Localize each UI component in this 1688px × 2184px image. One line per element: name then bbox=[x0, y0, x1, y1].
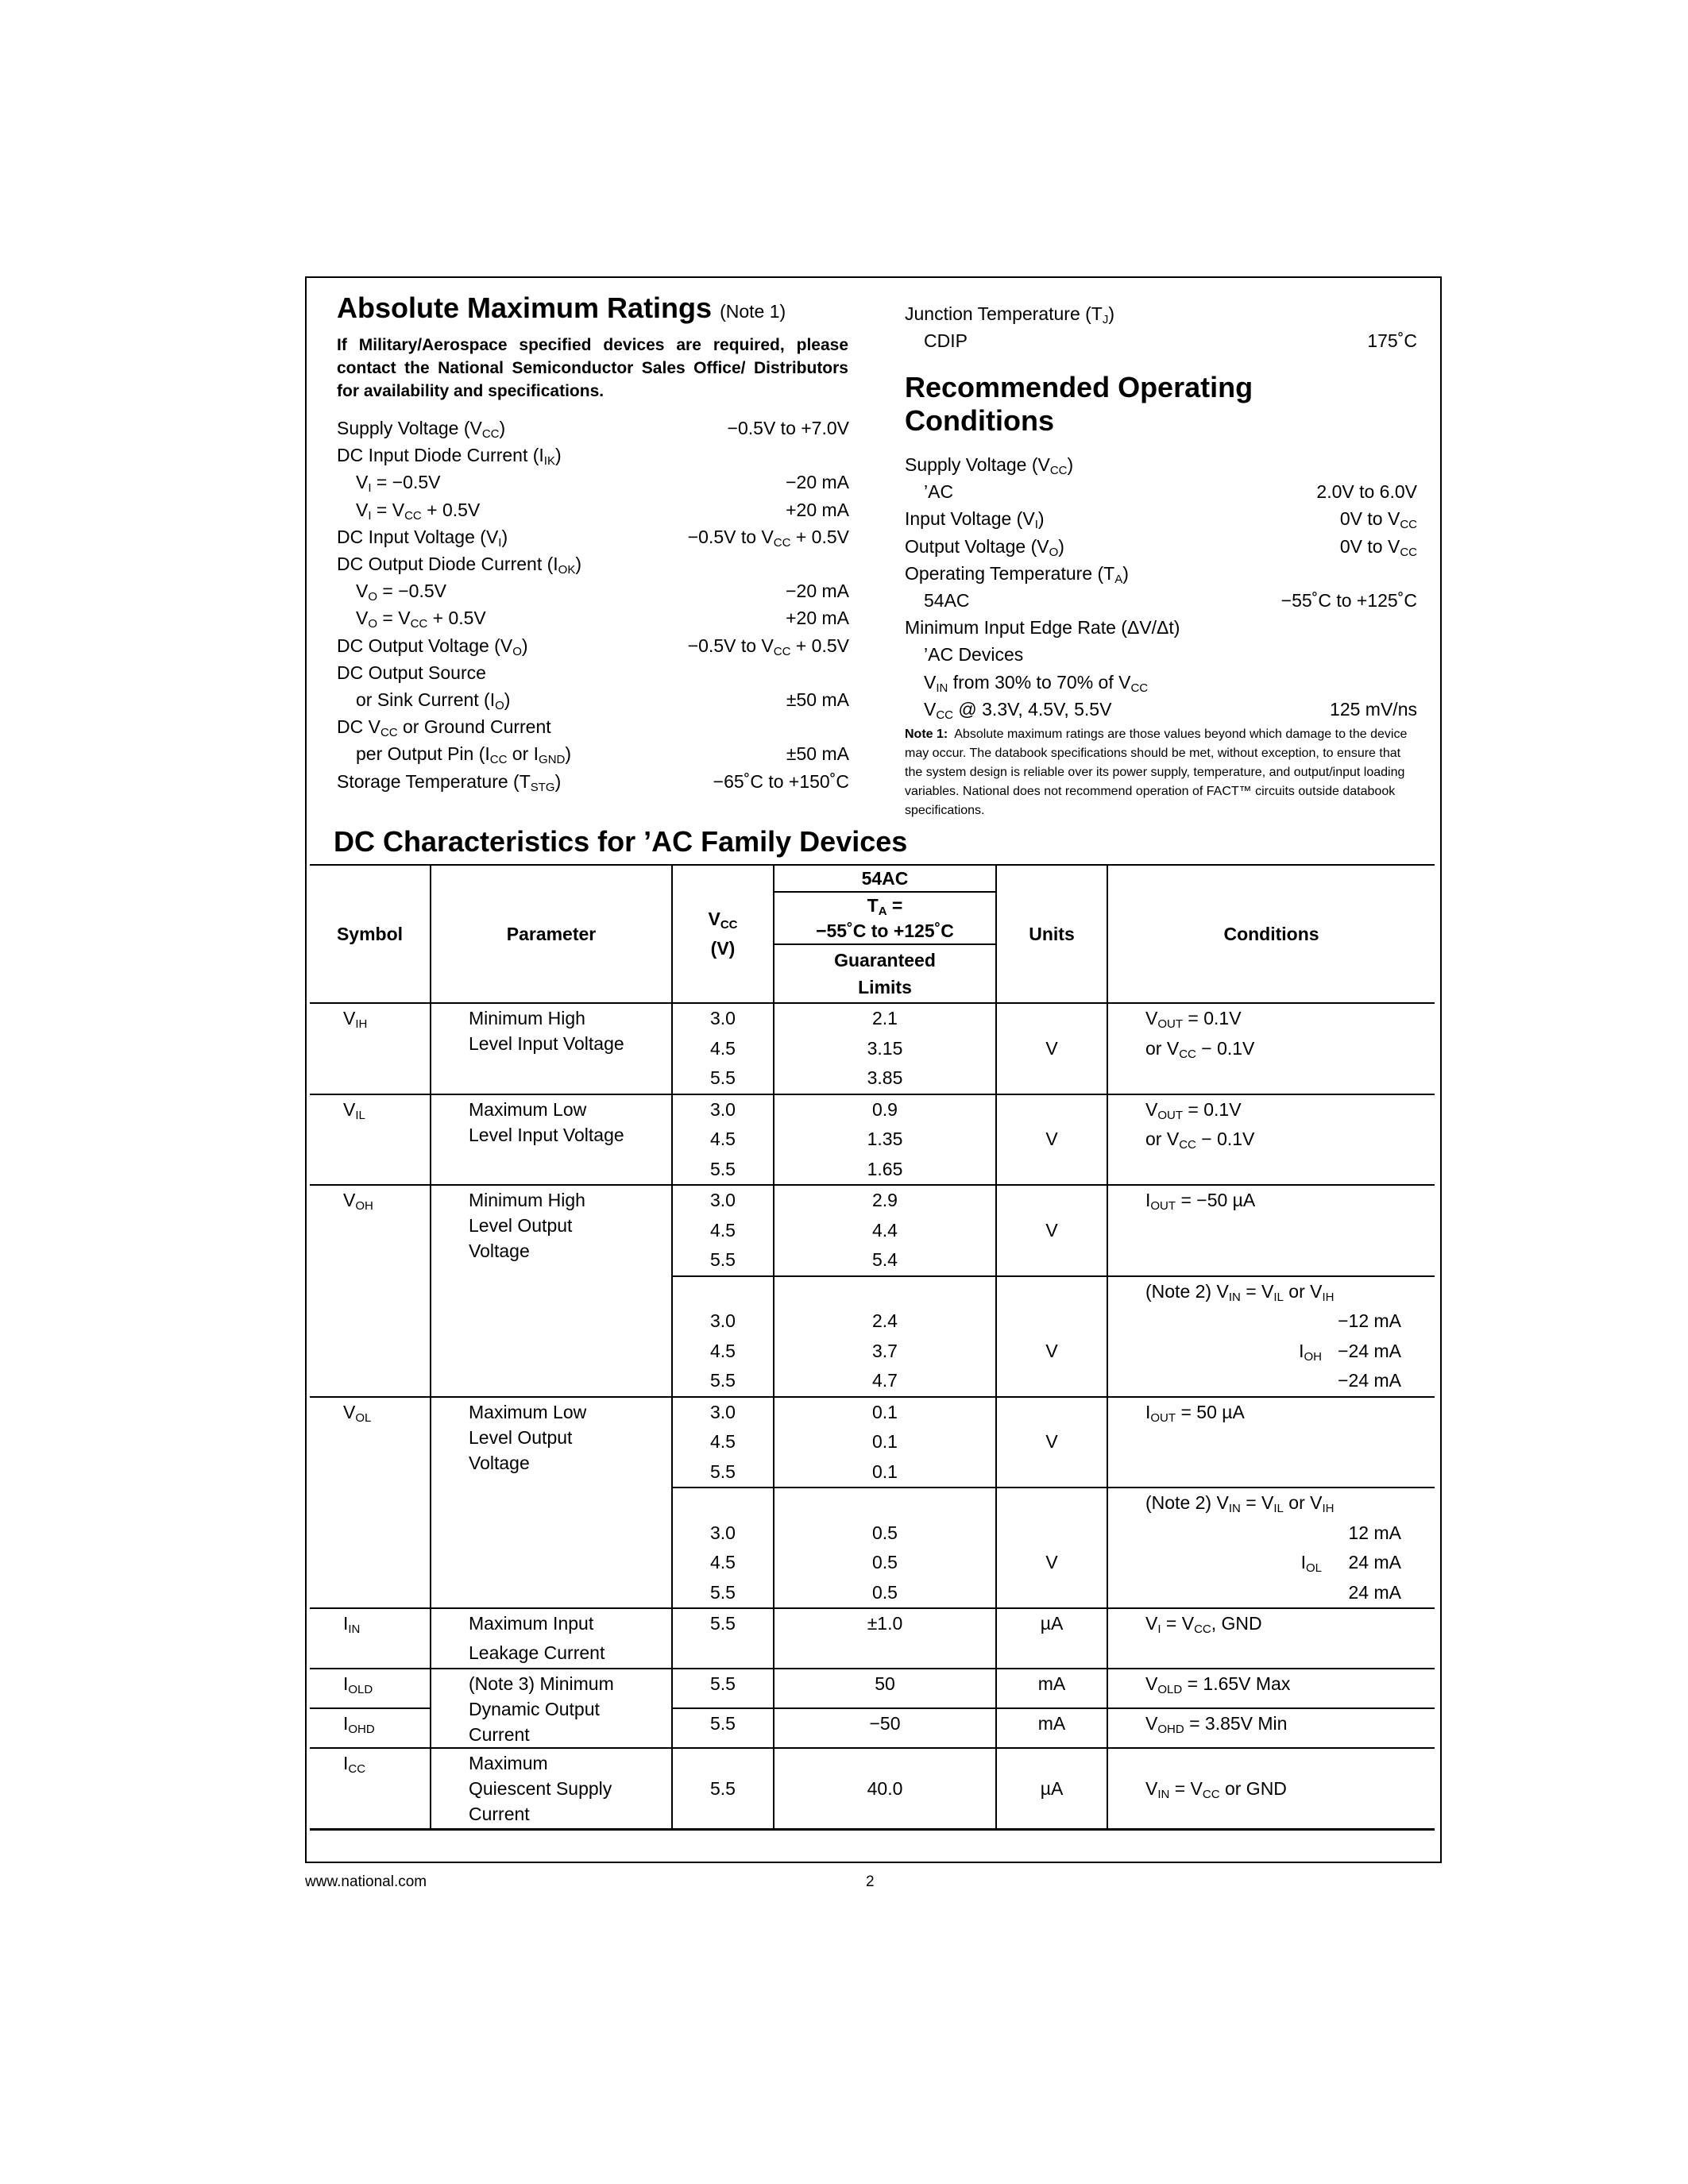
units-vol-b: V bbox=[996, 1488, 1107, 1608]
roc-label: $V_{IN}$ from 30% to 70% of $V_{CC}$ bbox=[924, 671, 1149, 695]
amr-label: DC Output Voltage $(V_O)$ bbox=[337, 635, 528, 658]
roc-label: 54AC bbox=[924, 590, 970, 611]
amr-value: −20 mA bbox=[786, 581, 849, 602]
limit-iold: 50 bbox=[774, 1669, 996, 1708]
roc-value: −55˚C to +125˚C bbox=[1280, 590, 1417, 611]
vcc-iold: 5.5 bbox=[672, 1669, 774, 1708]
vcc-iin: 5.5 bbox=[672, 1608, 774, 1669]
junction-row bbox=[905, 300, 1417, 327]
limit-vil: 0.9 1.35 1.65 bbox=[774, 1094, 996, 1186]
vcc-icc: 5.5 bbox=[672, 1748, 774, 1830]
limit-iin: ±1.0 bbox=[774, 1608, 996, 1669]
sym-vil: $V_{IL}$ bbox=[343, 1098, 365, 1122]
roc-row bbox=[905, 696, 1417, 723]
param-icc: Maximum Quiescent Supply Current bbox=[431, 1748, 672, 1830]
limit-vol-b: 0.5 0.5 0.5 bbox=[774, 1488, 996, 1608]
roc-value: 2.0V to 6.0V bbox=[1316, 481, 1417, 503]
amr-row bbox=[337, 604, 849, 631]
cond-vol-a: $I_{OUT} = 50$ µA bbox=[1107, 1397, 1435, 1488]
sym-iold: $I_{OLD}$ bbox=[343, 1673, 373, 1696]
units-iin: µA bbox=[996, 1608, 1107, 1669]
row-iold bbox=[310, 1669, 1435, 1708]
amr-row bbox=[337, 550, 849, 577]
amr-row bbox=[337, 442, 849, 469]
header-guaranteed-limits: Guaranteed Limits bbox=[774, 944, 996, 1003]
limit-vih: 2.1 3.15 3.85 bbox=[774, 1003, 996, 1094]
limit-voh-b: 2.4 3.7 4.7 bbox=[774, 1276, 996, 1397]
roc-row bbox=[905, 641, 1417, 668]
amr-value: −65˚C to +150˚C bbox=[713, 770, 849, 792]
header-vcc: $V_{CC}$ (V) bbox=[672, 865, 774, 1003]
roc-row bbox=[905, 614, 1417, 641]
dc-table bbox=[310, 864, 1435, 1831]
amr-row bbox=[337, 523, 849, 550]
row-icc bbox=[310, 1748, 1435, 1830]
units-vol-a: V bbox=[996, 1397, 1107, 1488]
amr-row bbox=[337, 659, 849, 686]
amr-label: or Sink Current $(I_O)$ bbox=[356, 689, 511, 712]
roc-row bbox=[905, 478, 1417, 505]
note-1 bbox=[905, 725, 1417, 820]
amr-row bbox=[337, 469, 849, 496]
limit-iohd: −50 bbox=[774, 1708, 996, 1748]
param-vil: Maximum Low Level Input Voltage bbox=[431, 1094, 672, 1186]
amr-warning: If Military/Aerospace specified devices are required, please contact the National Semiconductor Sales Office/ Distributors for availability and specifications. bbox=[337, 336, 848, 400]
amr-value: ±50 mA bbox=[786, 743, 849, 765]
cond-iold: $V_{OLD} = 1.65V$ Max bbox=[1107, 1669, 1435, 1708]
limit-voh-a: 2.9 4.4 5.4 bbox=[774, 1185, 996, 1276]
roc-label: ’AC bbox=[924, 481, 954, 503]
param-vol: Maximum Low Level Output Voltage bbox=[431, 1397, 672, 1609]
cond-vol-b: (Note 2) $V_{IN} = V_{IL}$ or $V_{IH}$ 12 mA $I_{OL}$ 24 mA 24 mA bbox=[1107, 1488, 1435, 1608]
amr-label: $V_O = -0.5V$ bbox=[356, 581, 446, 604]
sym-iin: $I_{IN}$ bbox=[343, 1613, 361, 1636]
roc-label: Output Voltage $(V_O)$ bbox=[905, 535, 1064, 559]
cond-voh-a: $I_{OUT} = -50$ µA bbox=[1107, 1185, 1435, 1276]
amr-row bbox=[337, 577, 849, 604]
row-iin bbox=[310, 1608, 1435, 1669]
amr-row bbox=[337, 496, 849, 523]
roc-value: 0V to $V_{CC}$ bbox=[1339, 535, 1417, 559]
cond-iin: $V_I = V_{CC}$, GND bbox=[1107, 1608, 1435, 1669]
note-1-text: Absolute maximum ratings are those values beyond which damage to the device may occur. The databook specifications should be met, without exception, to ensure that the system design is reliable over its power supply, temperature, and output/input loading variables. National does not recommend operation of FACT™ circuits outside databook specifications. bbox=[905, 727, 1408, 817]
roc-value: 125 mV/ns bbox=[1330, 698, 1417, 720]
units-voh-b: V bbox=[996, 1276, 1107, 1397]
vcc-iohd: 5.5 bbox=[672, 1708, 774, 1748]
amr-label: $V_I = -0.5V$ bbox=[356, 472, 441, 496]
roc-label: Input Voltage $(V_I)$ bbox=[905, 508, 1045, 532]
amr-value: −20 mA bbox=[786, 472, 849, 493]
amr-row bbox=[337, 686, 849, 713]
junction-value: 175˚C bbox=[1367, 330, 1417, 351]
roc-row bbox=[905, 560, 1417, 587]
param-iin: Maximum Input Leakage Current bbox=[431, 1608, 672, 1669]
roc-label: ’AC Devices bbox=[924, 644, 1024, 666]
header-parameter: Parameter bbox=[431, 865, 672, 1003]
vcc-voh-a: 3.0 4.5 5.5 bbox=[672, 1185, 774, 1276]
header-family: 54AC bbox=[774, 865, 996, 892]
header-temp-range: −55˚C to +125˚C bbox=[774, 918, 996, 944]
sym-voh: $V_{OH}$ bbox=[343, 1190, 373, 1213]
amr-label: DC $V_{CC}$ or Ground Current bbox=[337, 716, 551, 740]
cond-iohd: $V_{OHD} = 3.85V$ Min bbox=[1107, 1708, 1435, 1748]
units-iold: mA bbox=[996, 1669, 1107, 1708]
amr-row bbox=[337, 768, 849, 795]
amr-value: −0.5V to +7.0V bbox=[727, 418, 849, 438]
amr-label: $V_O = V_{CC} + 0.5V$ bbox=[356, 608, 486, 631]
amr-value: −0.5V to $V_{CC} + 0.5V$ bbox=[687, 526, 849, 550]
param-vih: Minimum High Level Input Voltage bbox=[431, 1003, 672, 1094]
roc-row bbox=[905, 587, 1417, 614]
cond-vil: $V_{OUT} = 0.1V$ or $V_{CC} - 0.1V$ bbox=[1107, 1094, 1435, 1186]
sym-iohd: $I_{OHD}$ bbox=[343, 1713, 375, 1736]
header-conditions: Conditions bbox=[1107, 865, 1435, 1003]
sym-vih: $V_{IH}$ bbox=[343, 1008, 368, 1031]
vcc-vil: 3.0 4.5 5.5 bbox=[672, 1094, 774, 1186]
amr-label: $V_I = V_{CC} + 0.5V$ bbox=[356, 499, 481, 523]
row-vol-a bbox=[310, 1397, 1435, 1488]
units-vil: V bbox=[996, 1094, 1107, 1186]
amr-title: Absolute Maximum Ratings (Note 1) bbox=[337, 291, 786, 324]
amr-value: −0.5V to $V_{CC} + 0.5V$ bbox=[687, 635, 849, 658]
header-units: Units bbox=[996, 865, 1107, 1003]
roc-value: 0V to $V_{CC}$ bbox=[1339, 508, 1417, 532]
junction-label: Junction Temperature $(T_J)$ bbox=[905, 303, 1115, 326]
param-iold: (Note 3) Minimum Dynamic Output Current bbox=[431, 1669, 672, 1748]
param-voh: Minimum High Level Output Voltage bbox=[431, 1185, 672, 1397]
roc-row bbox=[905, 669, 1417, 696]
dc-title: DC Characteristics for ’AC Family Devices bbox=[334, 825, 908, 858]
amr-value: ±50 mA bbox=[786, 689, 849, 710]
cond-vih: $V_{OUT} = 0.1V$ or $V_{CC} - 0.1V$ bbox=[1107, 1003, 1435, 1094]
amr-row bbox=[337, 415, 849, 442]
junction-row bbox=[905, 327, 1417, 354]
header-ta: $T_A$ = bbox=[774, 892, 996, 918]
amr-label: Supply Voltage $(V_{CC})$ bbox=[337, 418, 506, 441]
amr-value: +20 mA bbox=[786, 499, 849, 520]
header-symbol: Symbol bbox=[336, 923, 404, 944]
units-iohd: mA bbox=[996, 1708, 1107, 1748]
sym-icc: $I_{CC}$ bbox=[343, 1753, 366, 1776]
vcc-vol-a: 3.0 4.5 5.5 bbox=[672, 1397, 774, 1488]
amr-label: per Output Pin ($I_{CC}$ or $I_{GND}$) bbox=[356, 743, 572, 767]
row-vih bbox=[310, 1003, 1435, 1094]
roc-label: $V_{CC}$ @ 3.3V, 4.5V, 5.5V bbox=[924, 698, 1112, 722]
amr-label: DC Output Diode Current $(I_{OK})$ bbox=[337, 554, 582, 577]
footer-url: www.national.com bbox=[305, 1873, 427, 1890]
amr-label: Storage Temperature $(T_{STG})$ bbox=[337, 770, 562, 794]
footer-page-number: 2 bbox=[866, 1873, 875, 1890]
roc-row bbox=[905, 505, 1417, 532]
row-voh-a bbox=[310, 1185, 1435, 1276]
junction-label: CDIP bbox=[924, 330, 968, 351]
amr-row bbox=[337, 632, 849, 659]
sym-vol: $V_{OL}$ bbox=[343, 1401, 372, 1425]
roc-row bbox=[905, 451, 1417, 478]
limit-icc: 40.0 bbox=[774, 1748, 996, 1830]
units-vih: V bbox=[996, 1003, 1107, 1094]
roc-label: Supply Voltage $(V_{CC})$ bbox=[905, 454, 1074, 477]
limit-vol-a: 0.1 0.1 0.1 bbox=[774, 1397, 996, 1488]
units-voh-a: V bbox=[996, 1185, 1107, 1276]
units-icc: µA bbox=[996, 1748, 1107, 1830]
roc-label: Minimum Input Edge Rate (ΔV/Δt) bbox=[905, 617, 1180, 639]
amr-label: DC Output Source bbox=[337, 662, 486, 683]
roc-label: Operating Temperature $(T_A)$ bbox=[905, 562, 1129, 586]
amr-value: +20 mA bbox=[786, 608, 849, 629]
amr-label: DC Input Diode Current $(I_{IK})$ bbox=[337, 445, 562, 469]
cond-voh-b: (Note 2) $V_{IN} = V_{IL}$ or $V_{IH}$ −12 mA $I_{OH}$ −24 mA −24 mA bbox=[1107, 1276, 1435, 1397]
amr-label: DC Input Voltage $(V_I)$ bbox=[337, 526, 508, 550]
vcc-vih: 3.0 4.5 5.5 bbox=[672, 1003, 774, 1094]
roc-title-line2: Conditions bbox=[905, 404, 1054, 437]
amr-row bbox=[337, 740, 849, 767]
roc-row bbox=[905, 533, 1417, 560]
row-vil bbox=[310, 1094, 1435, 1186]
amr-row bbox=[337, 713, 849, 740]
cond-icc: $V_{IN} = V_{CC}$ or GND bbox=[1107, 1748, 1435, 1830]
vcc-voh-b: 3.0 4.5 5.5 bbox=[672, 1276, 774, 1397]
vcc-vol-b: 3.0 4.5 5.5 bbox=[672, 1488, 774, 1608]
roc-title-line1: Recommended Operating bbox=[905, 371, 1253, 403]
note-1-label: Note 1: bbox=[905, 727, 948, 741]
